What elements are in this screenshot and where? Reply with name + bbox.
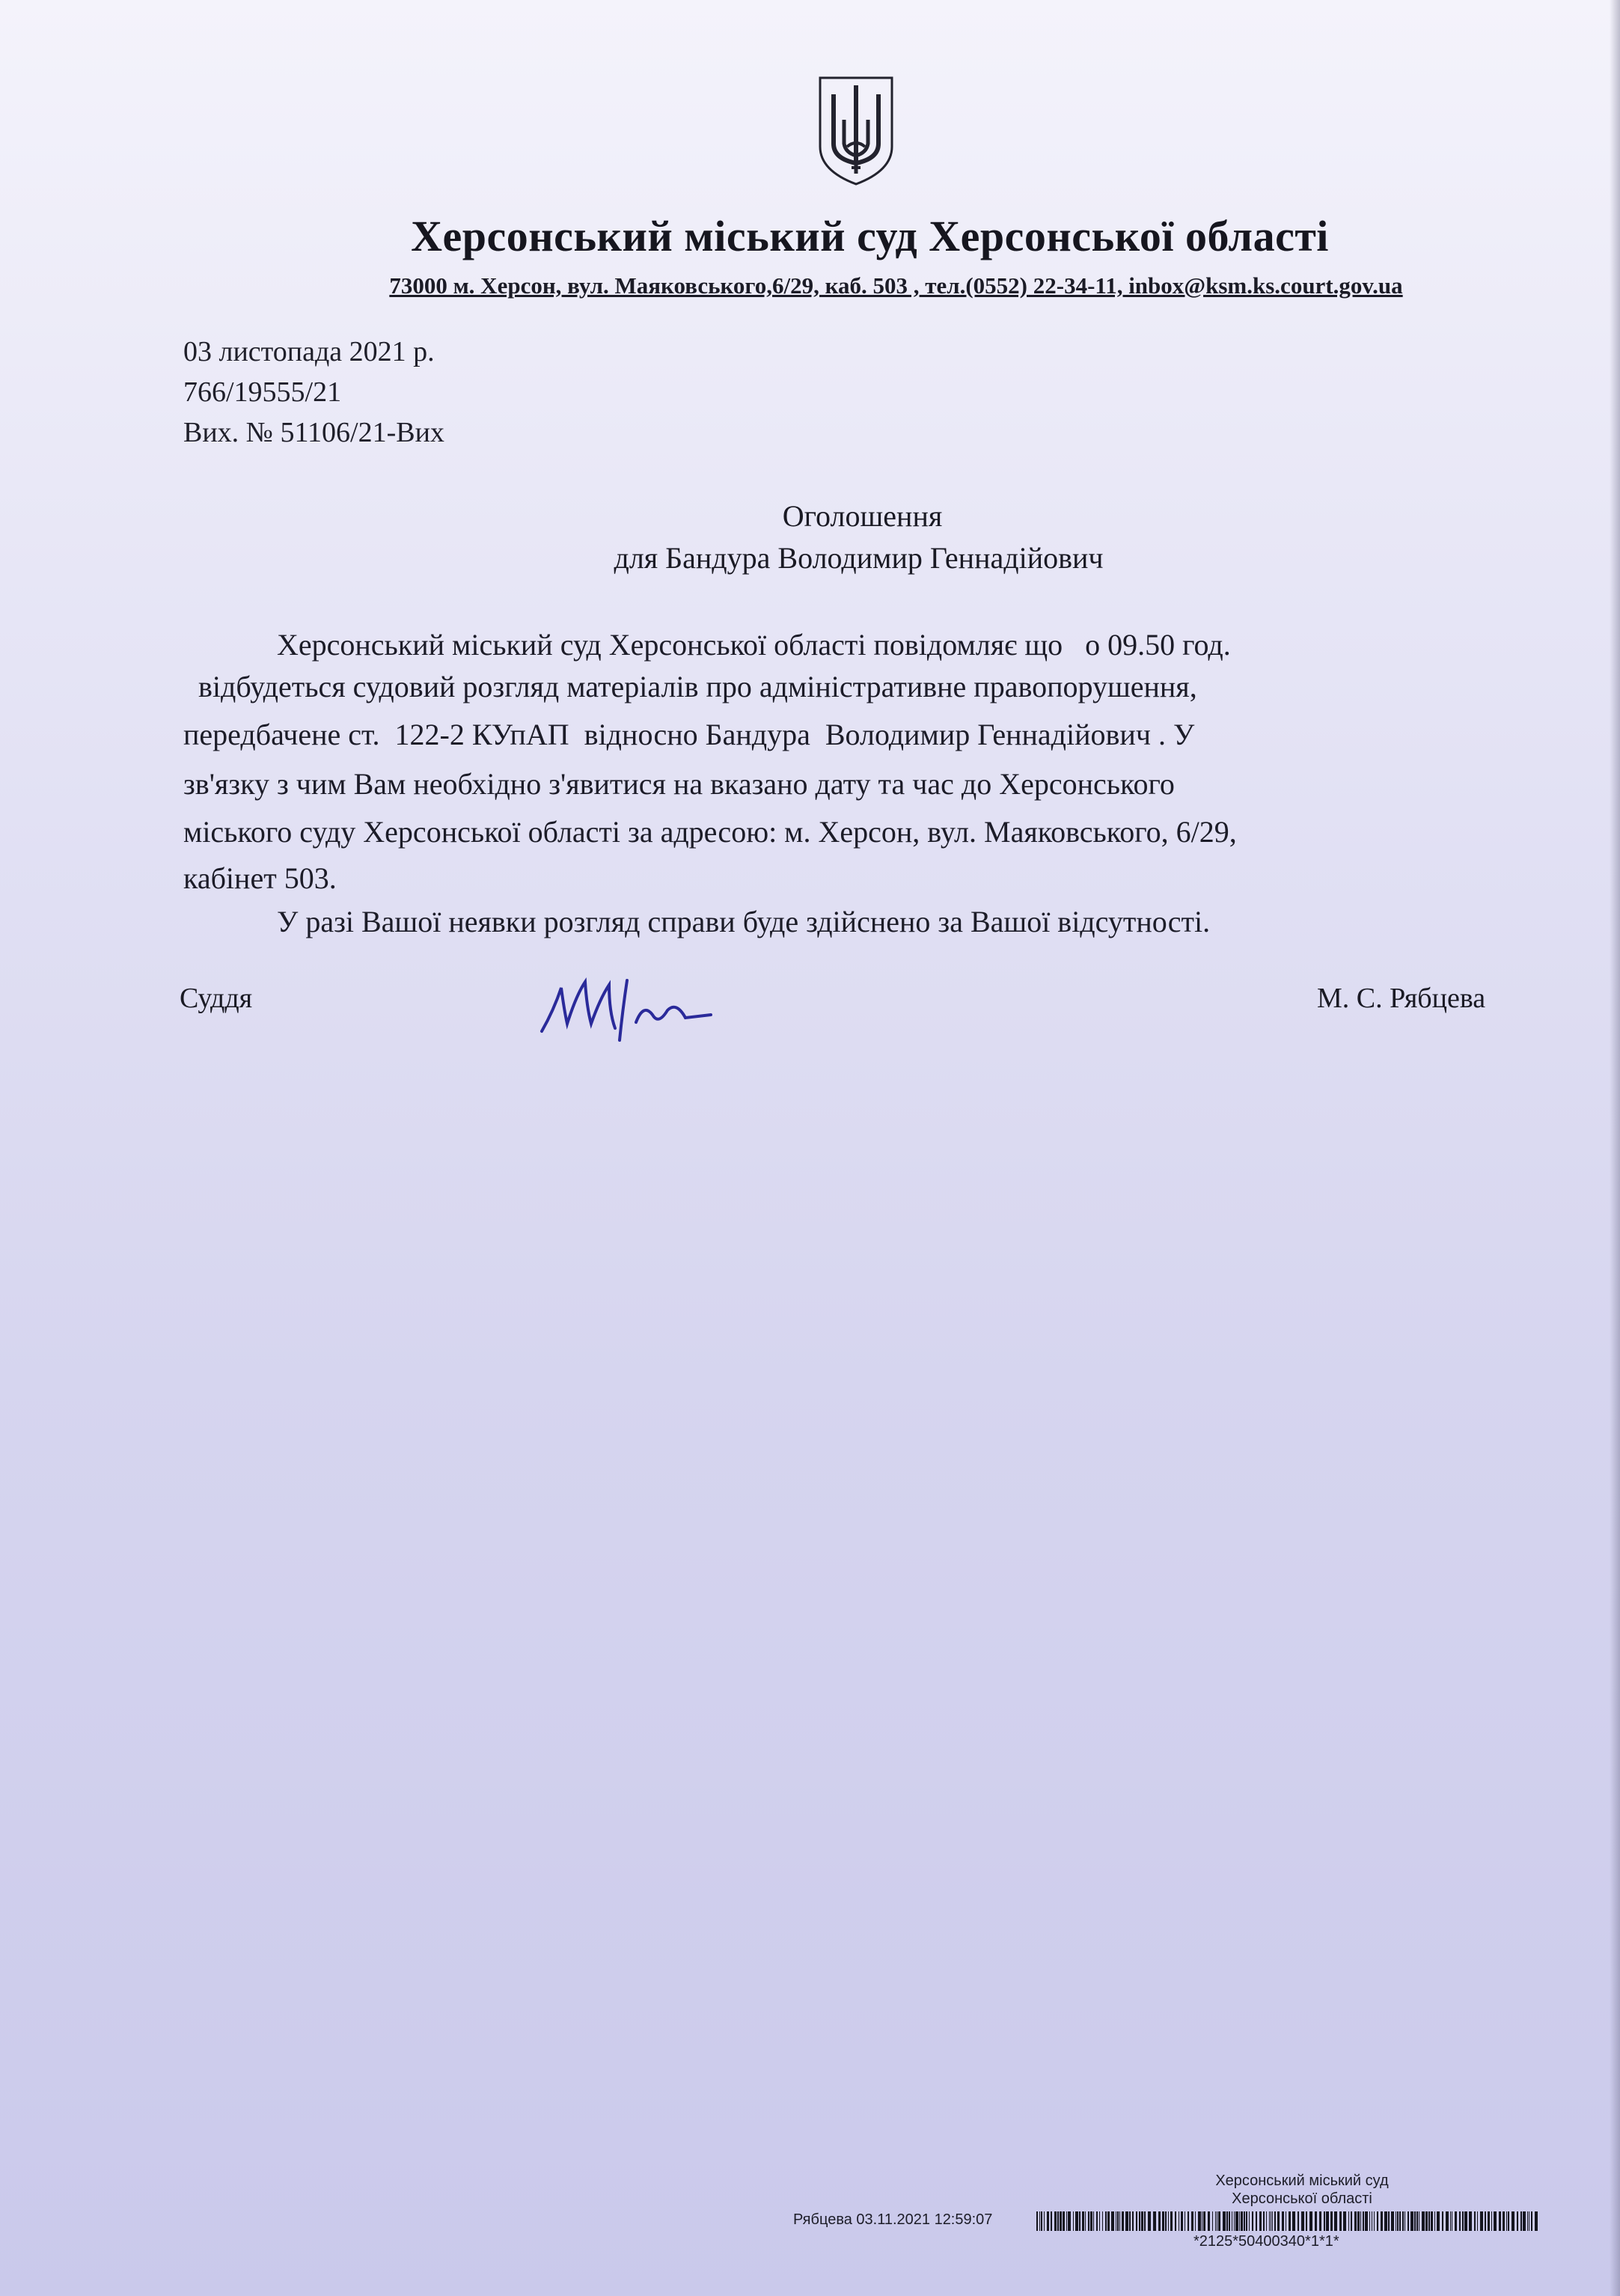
barcode-code: *2125*50400340*1*1* (1193, 2233, 1339, 2250)
trident-coat-of-arms-icon (816, 75, 896, 187)
barcode (1036, 2211, 1541, 2231)
notice-body-line: передбачене ст. 122-2 КУпАП відносно Бандура Володимир Геннадійович . У (183, 718, 1195, 751)
judge-role: Суддя (180, 983, 253, 1014)
notice-body-line: У разі Вашої неявки розгляд справи буде здійснено за Вашої відсутності. (277, 905, 1211, 938)
notice-body-line: міського суду Херсонської області за адресою: м. Херсон, вул. Маяковського, 6/29, (183, 815, 1237, 849)
handwritten-signature (531, 965, 718, 1048)
notice-title: Оголошення (782, 499, 943, 533)
addressee-row (0, 540, 1620, 575)
notice-body-line: Херсонський міський суд Херсонської області повідомляє що о 09.50 год. (277, 628, 1231, 662)
notice-body-line: кабінет 503. (183, 861, 337, 895)
esign-signer: Рябцева 03.11.2021 12:59:07 (793, 2211, 993, 2228)
court-address: 73000 м. Херсон, вул. Маяковського,6/29, каб. 503 , тел.(0552) 22-34-11, inbox@ksm.ks.court.gov.ua (389, 272, 1403, 299)
document-date: 03 листопада 2021 р. (183, 336, 435, 367)
court-title: Херсонський міський суд Херсонської області (411, 212, 1329, 260)
esign-court-line: Херсонський міський суд (1215, 2173, 1389, 2189)
esign-court-line: Херсонської області (1232, 2190, 1372, 2207)
esign-court-block (1182, 2172, 1422, 2208)
outgoing-number: Вих. № 51106/21-Вих (183, 417, 444, 448)
judge-name: М. С. Рябцева (1317, 983, 1486, 1014)
page-edge-shadow (1610, 0, 1620, 2296)
case-number: 766/19555/21 (183, 376, 342, 408)
notice-title-row (0, 498, 1620, 534)
notice-body-line: зв'язку з чим Вам необхідно з'явитися на вказано дату та час до Херсонського (183, 767, 1175, 801)
addressee: для Бандура Володимир Геннадійович (614, 541, 1104, 575)
notice-body-line: відбудеться судовий розгляд матеріалів про адміністративне правопорушення, (191, 670, 1197, 703)
